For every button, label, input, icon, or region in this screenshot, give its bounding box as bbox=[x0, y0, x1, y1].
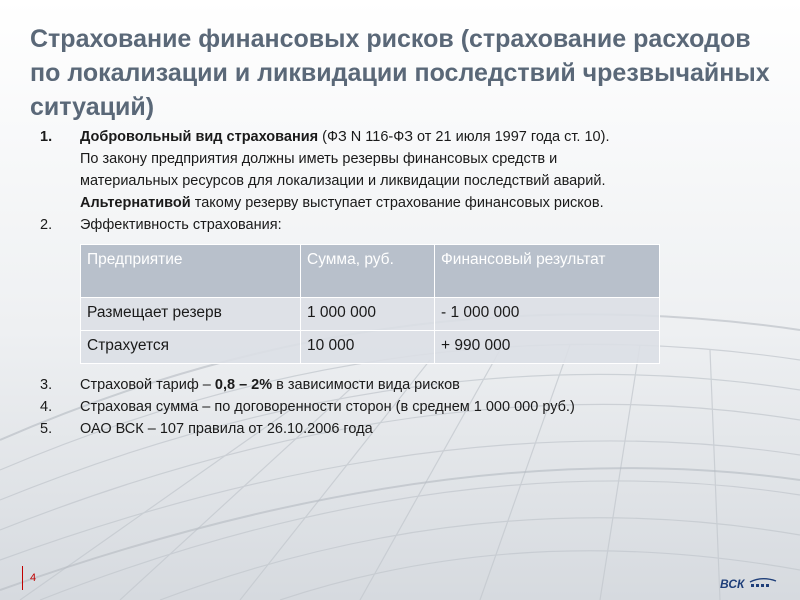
item3-text-b: в зависимости вида рисков bbox=[272, 377, 460, 393]
list-number: 1. bbox=[40, 129, 53, 145]
item1-line2: По закону предприятия должны иметь резервы финансовых средств и bbox=[80, 151, 558, 167]
list-item-text: ОАО ВСК – 107 правила от 26.10.2006 года bbox=[80, 421, 373, 437]
list-number: 3. bbox=[40, 377, 53, 393]
list-item-text bbox=[80, 374, 760, 396]
table-cell: Размещает резерв bbox=[81, 298, 301, 331]
page-number: 4 bbox=[30, 572, 37, 584]
list-item-3 bbox=[40, 374, 760, 396]
list-number: 2. bbox=[40, 217, 53, 233]
table-header-cell: Предприятие bbox=[81, 245, 301, 298]
insurance-effectiveness-table-wrap bbox=[80, 244, 660, 364]
slide-title: Страхование финансовых рисков (страхование расходов по локализации и ликвидации последствий чрезвычайных ситуаций) bbox=[30, 25, 770, 121]
table-header-row bbox=[81, 245, 660, 298]
footer-accent-line bbox=[22, 566, 23, 590]
item1-line4 bbox=[80, 192, 760, 214]
list-number: 4. bbox=[40, 399, 53, 415]
list-number: 5. bbox=[40, 421, 53, 437]
list-item-1 bbox=[40, 126, 760, 214]
item1-line4-rest: такому резерву выступает страхование финансовых рисков. bbox=[190, 195, 604, 211]
item1-line3: материальных ресурсов для локализации и ликвидации последствий аварий. bbox=[80, 173, 606, 189]
insurance-effectiveness-table bbox=[80, 244, 660, 364]
table-cell: Страхуется bbox=[81, 331, 301, 364]
logo-text: ВСК bbox=[720, 577, 745, 591]
slide-content bbox=[40, 126, 760, 440]
vsk-logo bbox=[720, 575, 780, 591]
list-item-5 bbox=[40, 418, 760, 440]
item3-rate: 0,8 – 2% bbox=[214, 377, 273, 393]
table-cell: 1 000 000 bbox=[301, 298, 435, 331]
table-row bbox=[81, 331, 660, 364]
table-cell: 10 000 bbox=[301, 331, 435, 364]
item3-text-a: Страховой тариф – bbox=[80, 377, 215, 393]
item1-heading-bold: Добровольный вид страхования bbox=[80, 129, 319, 145]
item1-heading bbox=[80, 126, 760, 148]
item1-heading-rest: (ФЗ N 116-ФЗ от 21 июля 1997 года ст. 10). bbox=[318, 129, 610, 145]
table-header-cell: Финансовый результат bbox=[435, 245, 660, 298]
list-item-4 bbox=[40, 396, 760, 418]
table-cell: + 990 000 bbox=[435, 331, 660, 364]
list-item-text: Страховая сумма – по договоренности сторон (в среднем 1 000 000 руб.) bbox=[80, 399, 575, 415]
item1-line4-bold: Альтернативой bbox=[80, 195, 191, 211]
table-row bbox=[81, 298, 660, 331]
list-item-text: Эффективность страхования: bbox=[80, 217, 282, 233]
table-cell: - 1 000 000 bbox=[435, 298, 660, 331]
list-item-2 bbox=[40, 214, 760, 236]
list-item-body bbox=[80, 126, 760, 214]
table-header-cell: Сумма, руб. bbox=[301, 245, 435, 298]
